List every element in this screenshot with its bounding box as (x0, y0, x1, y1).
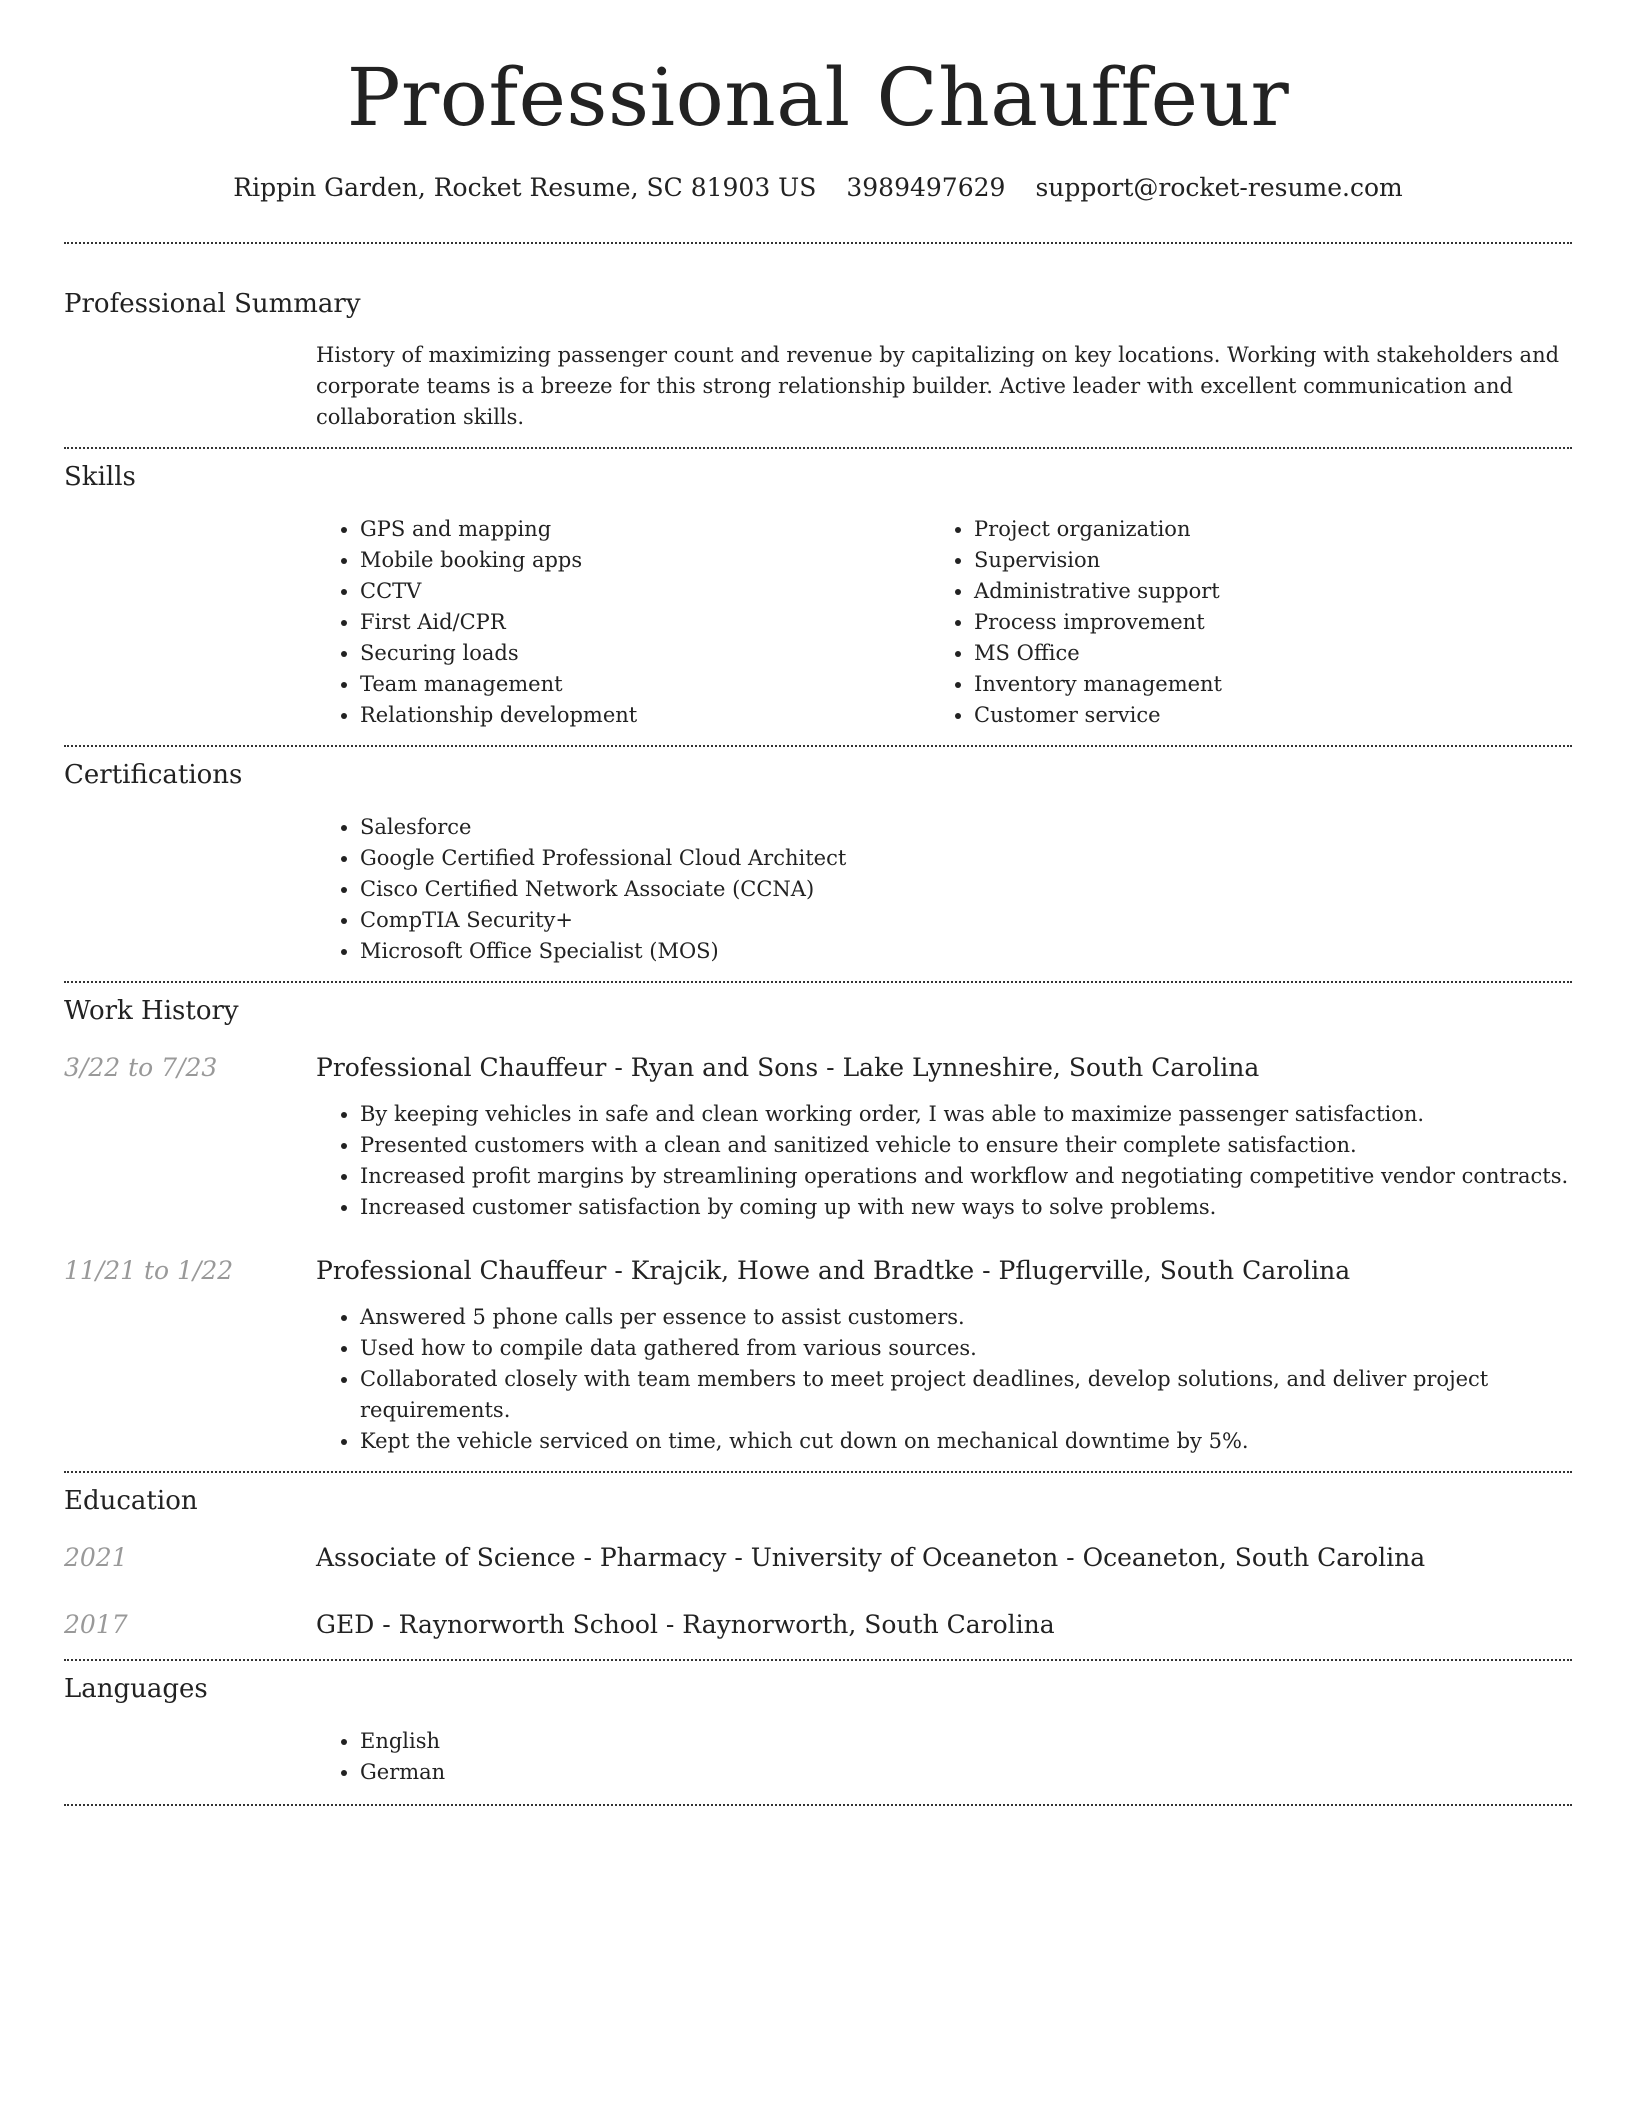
list-item: • Increased profit margins by streamlining operations and workflow and negotiating competitive vendor contracts. (360, 1161, 1572, 1192)
list-item: • Administrative support (974, 576, 1572, 607)
section-title-work-history: Work History (64, 996, 239, 1026)
skills-list-right (930, 514, 1572, 731)
list-item: • Increased customer satisfaction by coming up with new ways to solve problems. (360, 1192, 1572, 1223)
summary-text: History of maximizing passenger count and revenue by capitalizing on key locations. Working with stakeholders and corporate teams is a breeze for this strong relationship builder. Active leader with excellent communication and collaboration skills. (316, 343, 1560, 429)
section-title-skills: Skills (64, 462, 136, 492)
list-item: • Cisco Certified Network Associate (CCNA) (360, 874, 1572, 905)
education-title: GED - Raynorworth School - Raynorworth, South Carolina (316, 1610, 1055, 1639)
phone: 3989497629 (846, 173, 1006, 202)
job-dates: 3/22 to 7/23 (64, 1053, 218, 1082)
section-title-languages: Languages (64, 1674, 208, 1704)
languages-list (316, 1726, 1572, 1788)
education-entry (64, 1541, 1572, 1575)
section-title-education: Education (64, 1486, 198, 1516)
list-item: • Securing loads (360, 638, 930, 669)
education-title: Associate of Science - Pharmacy - University of Oceaneton - Oceaneton, South Carolina (316, 1543, 1426, 1572)
list-item: • Presented customers with a clean and sanitized vehicle to ensure their complete satisfaction. (360, 1130, 1572, 1161)
email: support@rocket-resume.com (1035, 173, 1403, 202)
list-item: • CompTIA Security+ (360, 905, 1572, 936)
list-item: • MS Office (974, 638, 1572, 669)
list-item: • Kept the vehicle serviced on time, which cut down on mechanical downtime by 5%. (360, 1426, 1572, 1457)
list-item: • English (360, 1726, 1572, 1757)
work-history-section (64, 983, 1572, 1457)
list-item: • Collaborated closely with team members to meet project deadlines, develop solutions, and deliver project requirements. (360, 1364, 1572, 1426)
certifications-section (64, 747, 1572, 967)
job-role: Professional Chauffeur (316, 1053, 607, 1082)
certifications-list (316, 812, 1572, 967)
list-item: • Customer service (974, 700, 1572, 731)
address: Rippin Garden, Rocket Resume, SC 81903 US (233, 173, 817, 202)
list-item: • German (360, 1757, 1572, 1788)
divider (64, 1804, 1572, 1806)
list-item: • Process improvement (974, 607, 1572, 638)
section-title-certifications: Certifications (64, 760, 243, 790)
languages-section (64, 1661, 1572, 1788)
section-title-summary: Professional Summary (64, 289, 361, 319)
job-role: Professional Chauffeur (316, 1256, 607, 1285)
job-title (316, 1254, 1572, 1288)
education-year: 2021 (64, 1543, 128, 1572)
job-title (316, 1051, 1572, 1085)
resume-page (64, 0, 1572, 1806)
education-section (64, 1473, 1572, 1642)
job-entry (64, 1051, 1572, 1223)
education-year: 2017 (64, 1610, 128, 1639)
list-item: • GPS and mapping (360, 514, 930, 545)
list-item: • Salesforce (360, 812, 1572, 843)
list-item: • Mobile booking apps (360, 545, 930, 576)
list-item: • Project organization (974, 514, 1572, 545)
job-details: - Ryan and Sons - Lake Lynneshire, South Carolina (606, 1053, 1260, 1082)
job-dates: 11/21 to 1/22 (64, 1256, 234, 1285)
job-bullets (316, 1099, 1572, 1223)
list-item: • Microsoft Office Specialist (MOS) (360, 936, 1572, 967)
list-item: • Team management (360, 669, 930, 700)
job-details: - Krajcik, Howe and Bradtke - Pflugerville, South Carolina (606, 1256, 1351, 1285)
skills-list-left (316, 514, 930, 731)
summary-section (64, 244, 1572, 433)
list-item: • Inventory management (974, 669, 1572, 700)
job-entry (64, 1254, 1572, 1457)
list-item: • Answered 5 phone calls per essence to assist customers. (360, 1302, 1572, 1333)
job-bullets (316, 1302, 1572, 1457)
list-item: • Used how to compile data gathered from various sources. (360, 1333, 1572, 1364)
skills-section (64, 449, 1572, 731)
list-item: • Relationship development (360, 700, 930, 731)
list-item: • CCTV (360, 576, 930, 607)
list-item: • First Aid/CPR (360, 607, 930, 638)
contact-line (64, 171, 1572, 205)
list-item: • By keeping vehicles in safe and clean working order, I was able to maximize passenger satisfaction. (360, 1099, 1572, 1130)
list-item: • Supervision (974, 545, 1572, 576)
candidate-name: Professional Chauffeur (346, 51, 1290, 144)
education-entry (64, 1608, 1572, 1642)
list-item: • Google Certified Professional Cloud Architect (360, 843, 1572, 874)
